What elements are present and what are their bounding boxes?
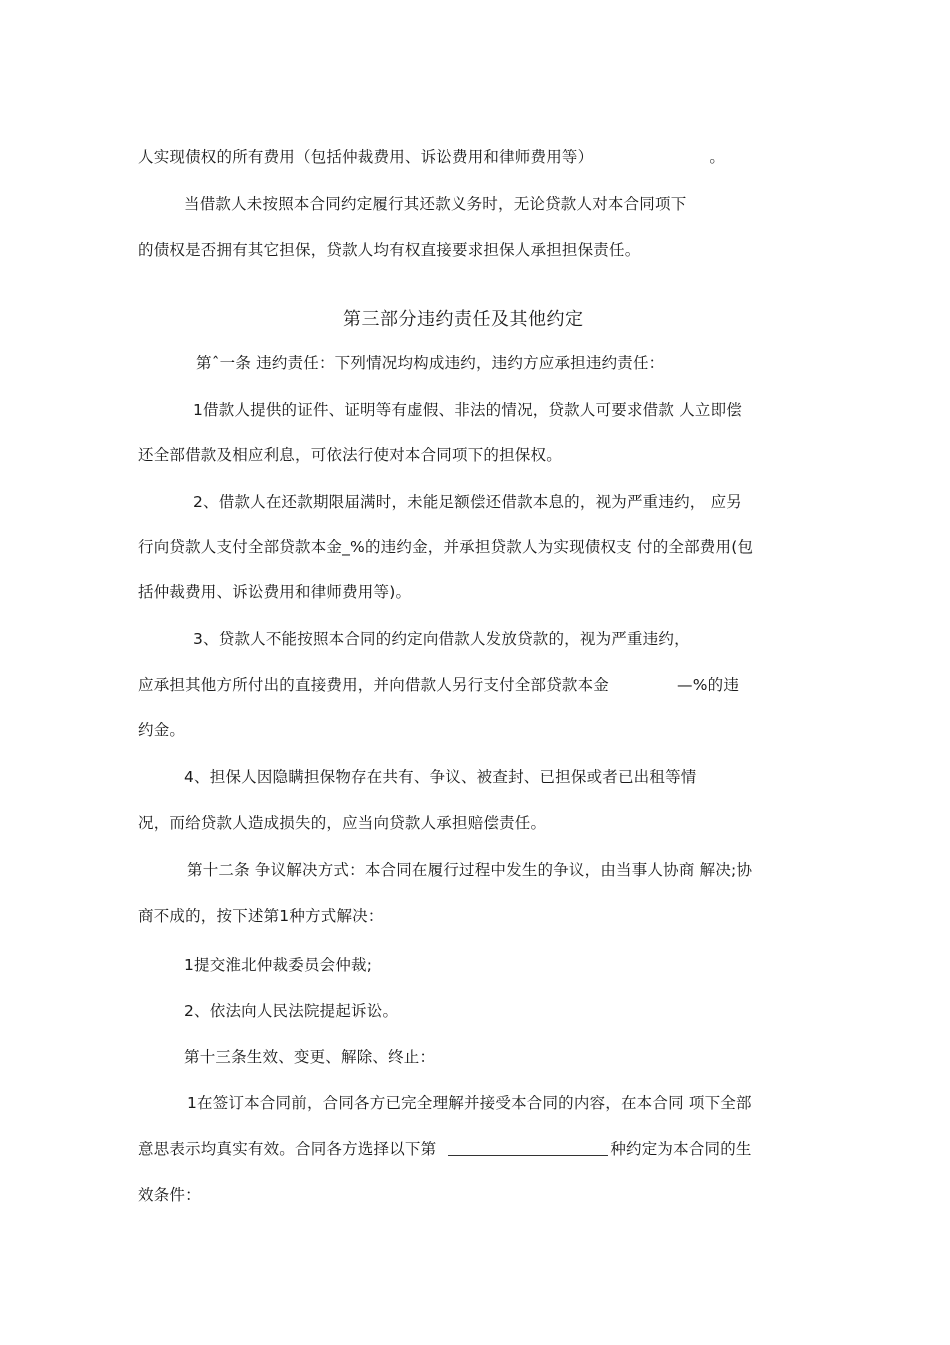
paragraph-line bbox=[138, 1139, 752, 1159]
paragraph-line: 当借款人未按照本合同约定履行其还款义务时，无论贷款人对本合同项下 bbox=[184, 195, 687, 213]
paragraph-line: 的债权是否拥有其它担保，贷款人均有权直接要求担保人承担担保责任。 bbox=[138, 241, 641, 259]
paragraph-line bbox=[138, 675, 739, 695]
clause-heading: 第ˆ一条 违约责任：下列情况均构成违约，违约方应承担违约责任： bbox=[196, 354, 665, 372]
paragraph-line: 商不成的，按下述第1种方式解决： bbox=[138, 907, 384, 925]
paragraph-line bbox=[138, 147, 725, 167]
line-text: 应承担其他方所付出的直接费用，并向借款人另行支付全部贷款本金 bbox=[138, 676, 610, 694]
paragraph-line: 1在签订本合同前，合同各方已完全理解并接受本合同的内容，在本合同 项下全部 bbox=[187, 1094, 752, 1112]
section-title: 第三部分违约责任及其他约定 bbox=[343, 309, 584, 330]
paragraph-line: 3、贷款人不能按照本合同的约定向借款人发放贷款的，视为严重违约， bbox=[193, 630, 690, 648]
paragraph-line: 2、借款人在还款期限届满时，未能足额偿还借款本息的，视为严重违约， 应另 bbox=[193, 493, 742, 511]
paragraph-line: 还全部借款及相应利息，可依法行使对本合同项下的担保权。 bbox=[138, 446, 562, 464]
paragraph-line: 4、担保人因隐瞒担保物存在共有、争议、被查封、已担保或者已出租等情 bbox=[184, 768, 697, 786]
line-text: 种约定为本合同的生 bbox=[610, 1140, 752, 1158]
line-text: —%的违 bbox=[677, 676, 740, 694]
paragraph-line: 1借款人提供的证件、证明等有虚假、非法的情况，贷款人可要求借款 人立即偿 bbox=[193, 401, 742, 419]
list-item: 1提交淮北仲裁委员会仲裁; bbox=[184, 956, 373, 974]
list-item: 2、依法向人民法院提起诉讼。 bbox=[184, 1002, 399, 1020]
clause-heading: 第十三条生效、变更、解除、终止： bbox=[184, 1048, 436, 1066]
line-text: 人实现债权的所有费用（包括仲裁费用、诉讼费用和律师费用等） bbox=[138, 148, 594, 166]
line-text: 。 bbox=[709, 148, 726, 166]
paragraph-line: 行向贷款人支付全部贷款本金_%的违约金，并承担贷款人为实现债权支 付的全部费用(包 bbox=[138, 538, 754, 556]
line-text: 意思表示均真实有效。合同各方选择以下第 bbox=[138, 1140, 437, 1158]
clause-heading: 第十二条 争议解决方式：本合同在履行过程中发生的争议，由当事人协商 解决;协 bbox=[187, 861, 753, 879]
paragraph-line: 况，而给贷款人造成损失的，应当向贷款人承担赔偿责任。 bbox=[138, 814, 547, 832]
paragraph-line: 括仲裁费用、诉讼费用和律师费用等)。 bbox=[138, 583, 412, 601]
blank-underline bbox=[448, 1139, 608, 1156]
paragraph-line: 效条件： bbox=[138, 1186, 201, 1204]
paragraph-line: 约金。 bbox=[138, 721, 186, 739]
